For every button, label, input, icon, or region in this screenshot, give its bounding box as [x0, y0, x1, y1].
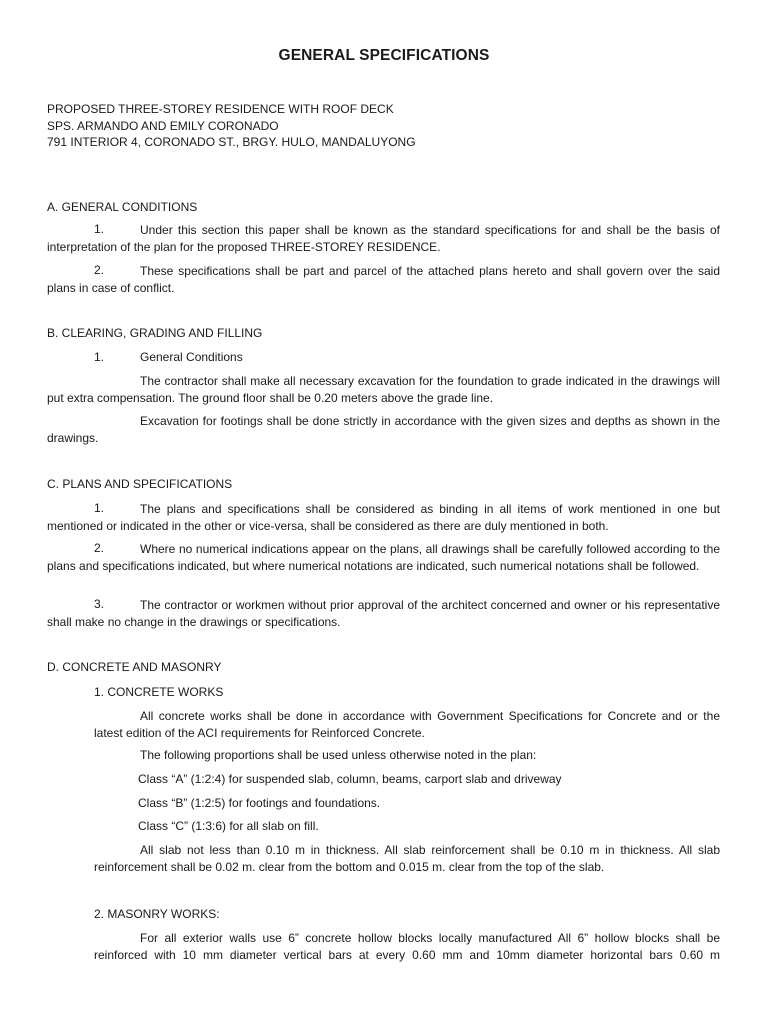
section-b-item-num: 1.	[94, 350, 105, 364]
section-a-item-1-num: 1.	[94, 222, 105, 236]
section-a-item-1-text	[47, 222, 720, 255]
section-c-item-1-num: 1.	[94, 501, 105, 515]
masonry-works-subheading: 2. MASONRY WORKS:	[94, 907, 220, 921]
section-a-heading: A. GENERAL CONDITIONS	[47, 200, 198, 214]
concrete-class-b: Class “B” (1:2:5) for footings and foundations.	[138, 796, 381, 810]
section-c-item-2-num: 2.	[94, 541, 105, 555]
project-info	[47, 101, 416, 151]
project-address: 791 INTERIOR 4, CORONADO ST., BRGY. HULO, MANDALUYONG	[47, 135, 416, 149]
concrete-para-1: All concrete works shall be done in accordance with Government Specifications for Concrete and or the latest edition of the ACI requirements for Reinforced Concrete.	[94, 709, 720, 740]
section-c-item-3-text: The contractor or workmen without prior approval of the architect concerned and owner or his representative shall make no change in the drawings or specifications.	[47, 598, 720, 629]
section-b-item-label: General Conditions	[140, 350, 243, 364]
section-a-item-2-text	[47, 263, 720, 296]
concrete-para-3: All slab not less than 0.10 m in thickness. All slab reinforcement shall be 0.10 m in thickness. All slab reinforcement shall be 0.02 m. clear from the bottom and 0.015 m. clear from the top of the slab.	[94, 843, 720, 874]
section-d-heading: D. CONCRETE AND MASONRY	[47, 660, 222, 674]
section-c-item-1-text: The plans and specifications shall be considered as binding in all items of work mentioned in one but mentioned or indicated in the other or vice-versa, shall be considered as there are duly mentioned in both.	[47, 502, 720, 533]
section-c-item-2-text: Where no numerical indications appear on the plans, all drawings shall be carefully followed according to the plans and specifications indicated, but where numerical notations are indicated, such numerical notations shall be followed.	[47, 542, 720, 573]
section-b-para-2: Excavation for footings shall be done strictly in accordance with the given sizes and depths as shown in the drawings.	[47, 414, 720, 445]
page-title: GENERAL SPECIFICATIONS	[278, 47, 490, 64]
section-c-item-3-num: 3.	[94, 597, 105, 611]
project-name: PROPOSED THREE-STOREY RESIDENCE WITH ROOF DECK	[47, 102, 394, 116]
section-a-item-2-num: 2.	[94, 263, 105, 277]
item-text: These specifications shall be part and parcel of the attached plans hereto and shall govern over the said plans in case of conflict.	[47, 264, 720, 295]
section-c-heading: C. PLANS AND SPECIFICATIONS	[47, 477, 233, 491]
project-owner: SPS. ARMANDO AND EMILY CORONADO	[47, 118, 279, 133]
concrete-class-c: Class “C” (1:3:6) for all slab on fill.	[138, 819, 319, 833]
section-b-heading: B. CLEARING, GRADING AND FILLING	[47, 326, 263, 340]
concrete-para-2: The following proportions shall be used unless otherwise noted in the plan:	[140, 748, 537, 762]
section-b-para-1: The contractor shall make all necessary excavation for the foundation to grade indicated in the drawings will put extra compensation. The ground floor shall be 0.20 meters above the grade line.	[47, 374, 720, 405]
concrete-class-a: Class “A” (1:2:4) for suspended slab, column, beams, carport slab and driveway	[138, 772, 562, 786]
concrete-works-subheading: 1. CONCRETE WORKS	[94, 685, 224, 699]
masonry-para-1: For all exterior walls use 6” concrete hollow blocks locally manufactured All 6” hollow blocks shall be reinforced with 10 mm diameter vertical bars at every 0.60 mm and 10mm diameter horizontal bars 0.60 m	[94, 931, 720, 962]
item-text: Under this section this paper shall be known as the standard specifications for and shall be the basis of interpretation of the plan for the proposed THREE-STOREY RESIDENCE.	[47, 223, 720, 254]
